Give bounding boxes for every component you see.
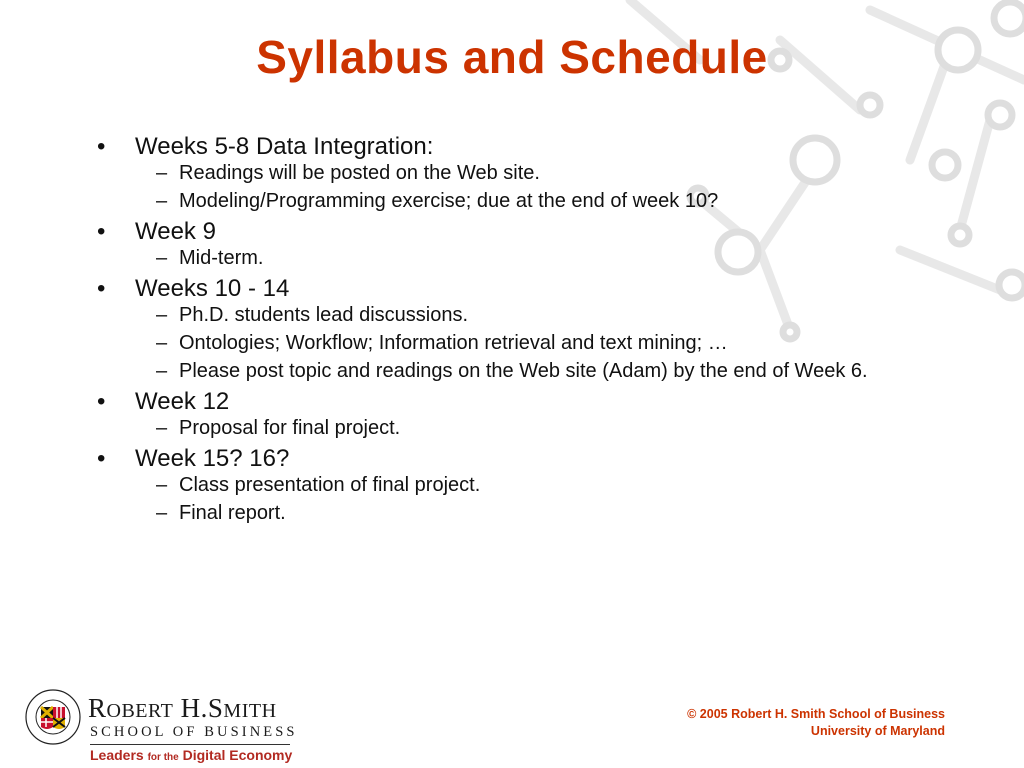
sub-bullet-marker: – xyxy=(156,190,168,212)
sub-bullet-marker: – xyxy=(156,360,168,382)
copyright-line: © 2005 Robert H. Smith School of Business xyxy=(687,707,945,721)
bullet-text: Week 15? 16? xyxy=(135,445,290,472)
bullet-text: Weeks 10 - 14 xyxy=(135,275,290,302)
school-subtitle: SCHOOL OF BUSINESS xyxy=(90,724,298,740)
bullet-text: Weeks 5-8 Data Integration: xyxy=(135,133,434,160)
logo-tagline: Leaders for the Digital Economy xyxy=(90,747,293,763)
school-logo xyxy=(24,686,296,764)
bullet-marker: • xyxy=(97,133,106,160)
bullet-text: Week 9 xyxy=(135,218,216,245)
sub-bullet-text: Mid-term. xyxy=(179,247,264,269)
sub-bullet-marker: – xyxy=(156,502,168,524)
sub-bullet-item xyxy=(96,502,996,530)
sub-bullet-text: Readings will be posted on the Web site. xyxy=(179,162,540,184)
sub-bullet-text: Final report. xyxy=(179,502,286,524)
bullet-item xyxy=(96,275,996,304)
sub-bullet-text: Please post topic and readings on the Web site (Adam) by the end of Week 6. xyxy=(179,360,868,382)
sub-bullet-text: Modeling/Programming exercise; due at the end of week 10? xyxy=(179,190,719,212)
university-line: University of Maryland xyxy=(810,724,945,738)
school-name: ROBERT H.SMITH xyxy=(88,693,277,723)
bullet-item xyxy=(96,388,996,417)
bullet-marker: • xyxy=(97,388,106,415)
bullet-list xyxy=(96,133,996,530)
slide-title: Syllabus and Schedule xyxy=(256,31,768,83)
sub-bullet-text: Ph.D. students lead discussions. xyxy=(179,304,469,326)
university-seal-icon xyxy=(24,688,82,746)
sub-bullet-marker: – xyxy=(156,474,168,496)
sub-bullet-text: Class presentation of final project. xyxy=(179,474,481,496)
sub-bullet-item xyxy=(96,247,996,275)
bullet-text: Week 12 xyxy=(135,388,230,415)
bullet-item xyxy=(96,445,996,474)
sub-bullet-marker: – xyxy=(156,332,168,354)
sub-bullet-item xyxy=(96,162,996,190)
bullet-marker: • xyxy=(97,218,106,245)
sub-bullet-item xyxy=(96,190,996,218)
bullet-marker: • xyxy=(97,445,106,472)
bullet-marker: • xyxy=(97,275,106,302)
sub-bullet-item xyxy=(96,304,996,332)
sub-bullet-marker: – xyxy=(156,162,168,184)
bullet-item xyxy=(96,133,996,162)
sub-bullet-item xyxy=(96,474,996,502)
sub-bullet-item xyxy=(96,332,996,360)
sub-bullet-text: Ontologies; Workflow; Information retrieval and text mining; … xyxy=(179,332,728,354)
sub-bullet-item xyxy=(96,360,996,388)
sub-bullet-text: Proposal for final project. xyxy=(179,417,401,439)
sub-bullet-item xyxy=(96,417,996,445)
sub-bullet-marker: – xyxy=(156,417,168,439)
sub-bullet-marker: – xyxy=(156,247,168,269)
logo-divider xyxy=(90,744,290,745)
copyright-notice xyxy=(687,706,945,740)
bullet-item xyxy=(96,218,996,247)
sub-bullet-marker: – xyxy=(156,304,168,326)
